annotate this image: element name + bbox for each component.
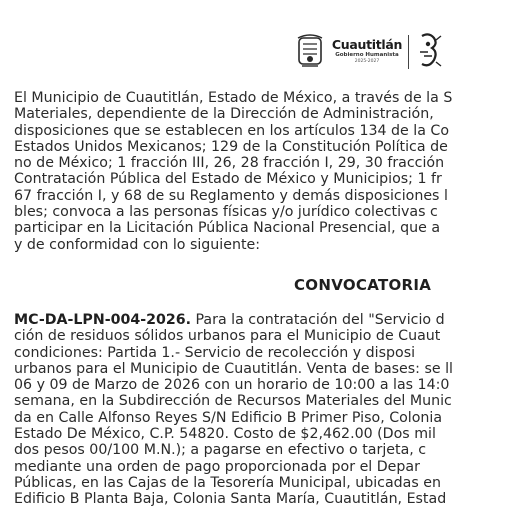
notice-line: condiciones: Partida 1.- Servicio de recolección y disposi <box>14 344 416 361</box>
intro-paragraph <box>14 90 519 253</box>
notice-first-line-text: Para la contratación del "Servicio d <box>190 312 445 328</box>
notice-line: mediante una orden de pago proporcionada por el Depar <box>14 458 420 475</box>
notice-line: semana, en la Subdirección de Recursos Materiales del Munic <box>14 393 452 410</box>
notice-lines <box>14 328 519 507</box>
brand-subtitle: Gobierno Humanista <box>335 52 399 58</box>
tender-reference: MC-DA-LPN-004-2026. <box>14 312 191 328</box>
notice-first-line <box>14 312 519 328</box>
intro-line: Estados Unidos Mexicanos; 129 de la Constitución Política de <box>14 138 448 155</box>
notice-line: ción de residuos sólidos urbanos para el Municipio de Cuaut <box>14 328 441 345</box>
intro-line: Materiales, dependiente de la Dirección de Administración, <box>14 106 434 123</box>
intro-line: El Municipio de Cuautitlán, Estado de México, a través de la S <box>14 90 453 106</box>
brand-years: 2025-2027 <box>354 59 380 64</box>
intro-line: Contratación Pública del Estado de México y Municipios; 1 fr <box>14 171 442 188</box>
header-logo-block <box>296 32 446 74</box>
notice-line: Públicas, en las Cajas de la Tesorería Municipal, ubicadas en <box>14 474 441 491</box>
notice-line: dos pesos 00/100 M.N.); a pagarse en efectivo o tarjeta, c <box>14 442 427 459</box>
intro-line: bles; convoca a las personas físicas y/o jurídico colectivas c <box>14 204 438 221</box>
notice-line: Edificio B Planta Baja, Colonia Santa María, Cuautitlán, Estad <box>14 491 447 508</box>
notice-line: urbanos para el Municipio de Cuautitlán. Venta de bases: se ll <box>14 360 453 377</box>
notice-line: 06 y 09 de Marzo de 2026 con un horario de 10:00 a las 14:0 <box>14 377 450 394</box>
brand-wordmark <box>328 38 406 65</box>
municipal-seal-icon <box>296 32 324 70</box>
intro-line: 67 fracción I, y 68 de su Reglamento y demás disposiciones l <box>14 187 448 204</box>
logo-divider <box>408 35 409 69</box>
brand-name: Cuautitlán <box>331 37 403 52</box>
cultural-emblem-icon <box>414 32 444 70</box>
convocatoria-heading: CONVOCATORIA <box>294 276 432 294</box>
intro-line: y de conformidad con lo siguiente: <box>14 236 261 253</box>
intro-line: no de México; 1 fracción III, 26, 28 fracción I, 29, 30 fracción <box>14 155 445 172</box>
intro-line: participar en la Licitación Pública Nacional Presencial, que a <box>14 220 441 237</box>
notice-line: da en Calle Alfonso Reyes S/N Edificio B Primer Piso, Colonia <box>14 409 443 426</box>
notice-line: Estado De México, C.P. 54820. Costo de $2,462.00 (Dos mil <box>14 426 436 443</box>
intro-line: disposiciones que se establecen en los artículos 134 de la Co <box>14 122 450 139</box>
notice-paragraph <box>14 312 519 508</box>
